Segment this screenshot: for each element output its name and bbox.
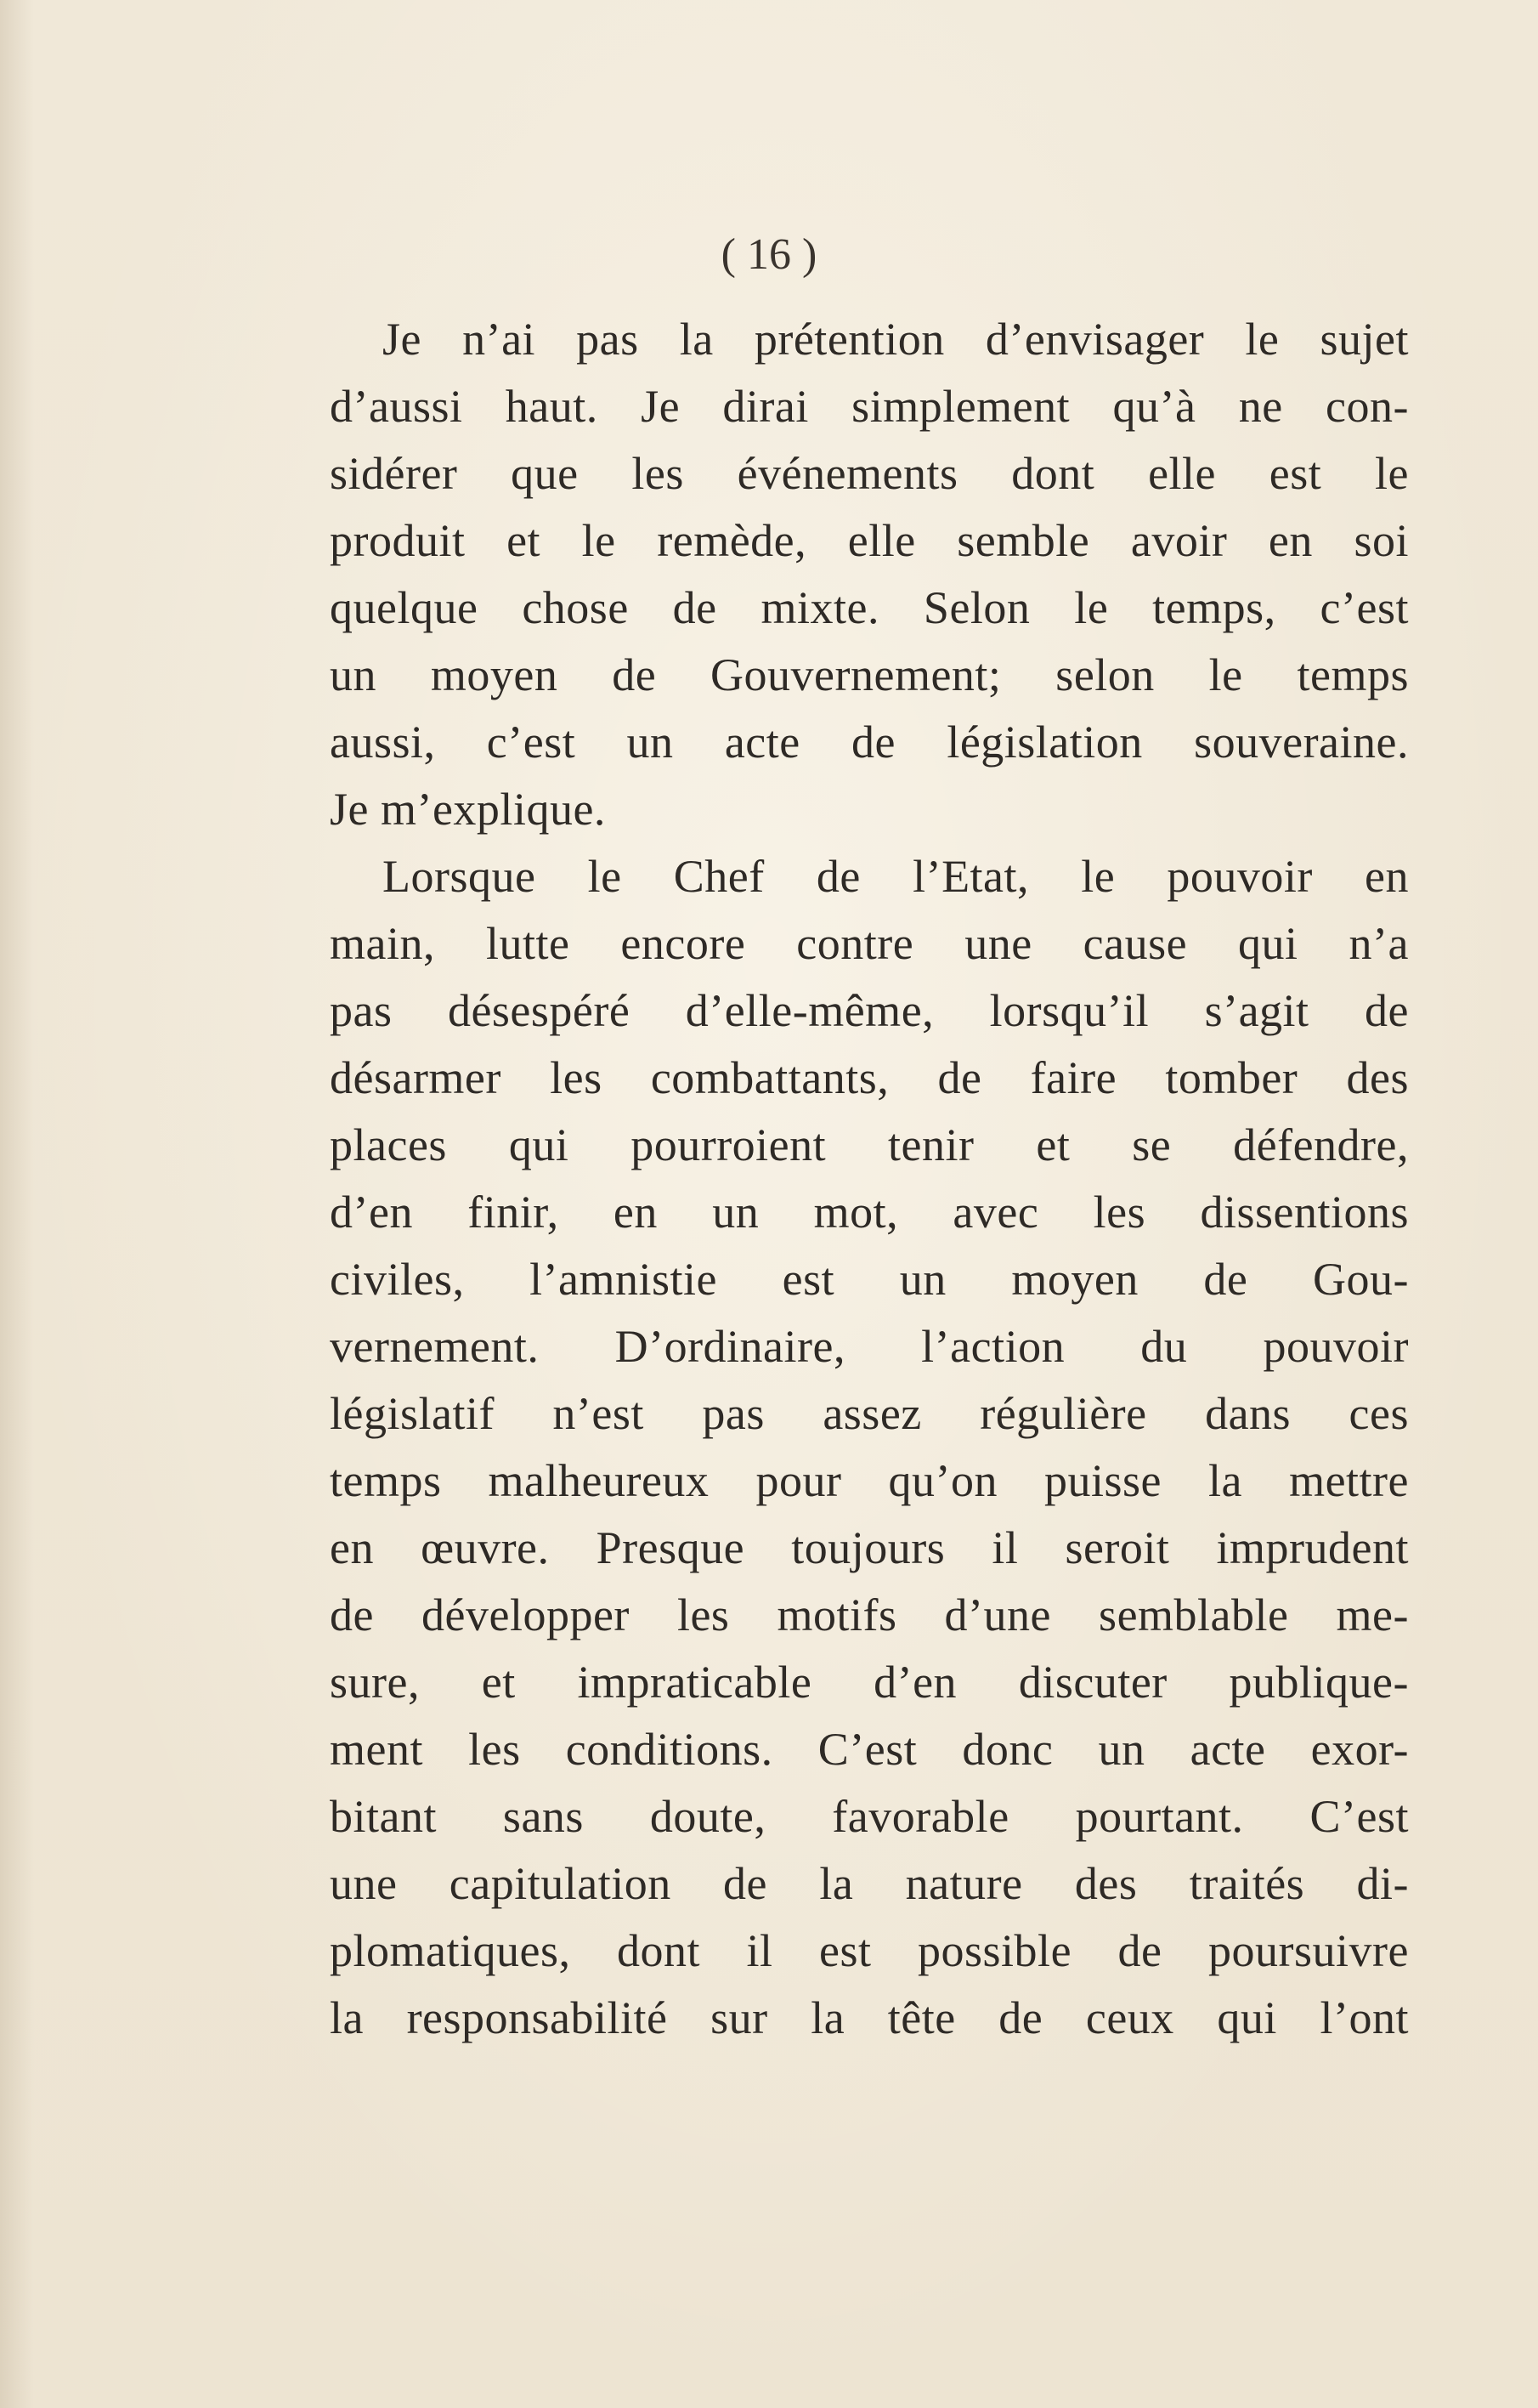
text-line: plomatiques, dont il est possible de poursuivre [330, 1925, 1409, 1976]
text-line: vernement. D’ordinaire, l’action du pouvoir [330, 1321, 1409, 1372]
text-line: pas désespéré d’elle-même, lorsqu’il s’agit de [330, 985, 1409, 1036]
text-line: la responsabilité sur la tête de ceux qui l’ont [330, 1992, 1409, 2043]
text-line: une capitulation de la nature des traités di- [330, 1858, 1409, 1909]
text-line: produit et le remède, elle semble avoir en soi [330, 515, 1409, 566]
text-line: de développer les motifs d’une semblable me- [330, 1589, 1409, 1640]
text-line: sidérer que les événements dont elle est le [330, 448, 1409, 499]
text-line: temps malheureux pour qu’on puisse la mettre [330, 1455, 1409, 1506]
text-line: Lorsque le Chef de l’Etat, le pouvoir en [382, 851, 1409, 902]
text-line: civiles, l’amnistie est un moyen de Gou- [330, 1254, 1409, 1305]
text-line: ment les conditions. C’est donc un acte exor- [330, 1724, 1409, 1775]
text-line: Je m’explique. [330, 784, 606, 835]
page-number: ( 16 ) [721, 230, 817, 279]
text-line: main, lutte encore contre une cause qui n’a [330, 918, 1409, 969]
text-line: places qui pourroient tenir et se défendre, [330, 1119, 1409, 1170]
text-line: aussi, c’est un acte de législation souveraine. [330, 717, 1409, 768]
text-line: d’en finir, en un mot, avec les dissentions [330, 1187, 1409, 1238]
text-line: un moyen de Gouvernement; selon le temps [330, 649, 1409, 700]
text-line: bitant sans doute, favorable pourtant. C’est [330, 1791, 1409, 1842]
text-line: sure, et impraticable d’en discuter publique- [330, 1657, 1409, 1708]
text-line: quelque chose de mixte. Selon le temps, c’est [330, 582, 1409, 633]
text-line: en œuvre. Presque toujours il seroit imprudent [330, 1522, 1409, 1573]
body-text [330, 306, 1409, 2052]
text-line: désarmer les combattants, de faire tomber des [330, 1052, 1409, 1103]
page-edge-shadow [0, 0, 34, 2408]
text-line: législatif n’est pas assez régulière dans ces [330, 1388, 1409, 1439]
text-line: Je n’ai pas la prétention d’envisager le sujet [382, 314, 1409, 365]
text-line: d’aussi haut. Je dirai simplement qu’à ne con- [330, 381, 1409, 432]
